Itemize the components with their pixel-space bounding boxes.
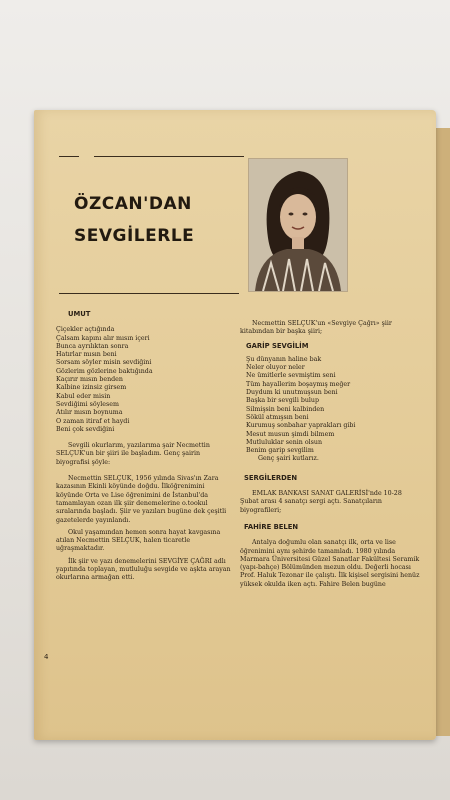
poem-line: Bunca ayrılıktan sonra [56, 342, 129, 350]
poem-line: Duydum ki unutmuşsun beni [246, 389, 338, 397]
poem-line: Kabul eder misin [56, 392, 111, 400]
poem-heading-garip-sevgilim: GARİP SEVGİLİM [246, 341, 309, 350]
poem-line: Başka bir sevgili bulup [246, 397, 320, 405]
poem-line: Kurumuş sonbahar yaprakları gibi [246, 422, 356, 430]
poem-line: Kalbine izinsiz girsem [56, 384, 127, 392]
body-paragraph: Sevgili okurlarım, yazılarıma şair Necmettin SELÇUK'un bir şiiri ile başladım. Genç şairin biyografisi şöyle: [56, 442, 210, 466]
magazine-page [34, 110, 436, 740]
artist-heading: FAHİRE BELEN [244, 522, 299, 531]
poem-line: Benim garip sevgilim [246, 447, 314, 455]
body-paragraph: Necmettin SELÇUK, 1956 yılında Sivas'ın Zara kazasının Ekinli köyünde doğdu. İlköğrenimini köyünde Orta ve Lise öğrenimini de İstanbul'da tamamlayan ozan ilk şiir denemelerine o.tookul sıralarında başladı. Şiir ve yazıları bugüne dek çeşitli gazetelerde yayınlandı. [56, 475, 227, 524]
poem-line: Neler oluyor neler [246, 364, 305, 372]
exhibit-paragraph: EMLAK BANKASI SANAT GALERİSİ'nde 10-28 Şubat arası 4 sanatçı sergi açtı. Sanatçıların biyografileri; [240, 490, 402, 514]
page-number: 4 [44, 653, 49, 661]
poem-line: O zaman itiraf et haydi [56, 417, 130, 425]
poem-heading-umut: UMUT [68, 310, 91, 318]
poem-umut [56, 326, 231, 434]
poem-line: Çalsam kapını alır mısın içeri [56, 334, 150, 342]
body-paragraph: Necmettin SELÇUK'un «Sevgiye Çağrı» şiir kitabından bir başka şiiri; [240, 320, 392, 336]
page-title-line1: ÖZCAN'DAN [74, 194, 192, 214]
poem-line: Silmişsin beni kalbinden [246, 405, 325, 413]
poem-line: Beni çok sevdiğini [56, 425, 115, 433]
portrait-illustration [249, 159, 347, 291]
title-top-rule-long [94, 156, 244, 157]
poem-line: Atılır mısın boynuma [56, 409, 123, 417]
poem-line: Tüm hayallerim boşaymış meğer [246, 380, 351, 388]
right-column [240, 320, 422, 589]
poem-line: Sevdiğimi söylesem [56, 400, 119, 408]
poem-line: Genç şairi kutlarız. [258, 455, 319, 463]
poem-line: Hatırlar mısın beni [56, 351, 117, 359]
poem-line: Mutluluklar senin olsun [246, 438, 322, 446]
section-heading-sergilerden: SERGİLERDEN [244, 473, 298, 482]
body-paragraph: İlk şiir ve yazı denemelerini SEVGİYE ÇAĞRI adlı yapıtında toplayan, mutluluğu sevgide ve aşkta arayan okurlarına armağan etti. [56, 557, 231, 582]
body-paragraph: Antalya doğumlu olan sanatçı ilk, orta ve lise öğrenimini aynı şehirde tamamladı. 1980 yılında Marmara Üniversitesi Güzel Sanatlar Fakültesi Seramik (yapı-bahçe) Bölümünden mezun oldu. Değerli hocası Prof. Haluk Tezonar ile çalıştı. İlk kişisel sergisini henüz yüksek okulda iken açtı. Fahire Belen bugüne [240, 539, 420, 588]
poem-line: Çiçekler açtığında [56, 326, 115, 334]
poem-line: Gözlerim gözlerine baktığında [56, 367, 153, 375]
poem-line: Sorsam söyler misin sevdiğini [56, 359, 152, 367]
page-title-line2: SEVGİLERLE [74, 226, 195, 246]
author-portrait-photo [248, 158, 348, 292]
poem-line: Kaçırır mısın benden [56, 376, 123, 384]
poem-line: Sökül atmışsın beni [246, 413, 309, 421]
title-bottom-rule [59, 293, 239, 294]
poem-line: Mesut musun şimdi bilmem [246, 430, 335, 438]
poem-line: Ne ümitlerle sevmiştim seni [246, 372, 336, 380]
body-paragraph: Okul yaşamından hemen sonra hayat kavgasına atılan Necmettin SELÇUK, halen ticaretle uğraşmaktadır. [56, 528, 221, 553]
poem-line: Şu dünyanın haline bak [246, 355, 322, 363]
left-column [56, 310, 231, 583]
poem-garip-sevgilim [246, 356, 422, 464]
title-top-rule [59, 156, 79, 157]
